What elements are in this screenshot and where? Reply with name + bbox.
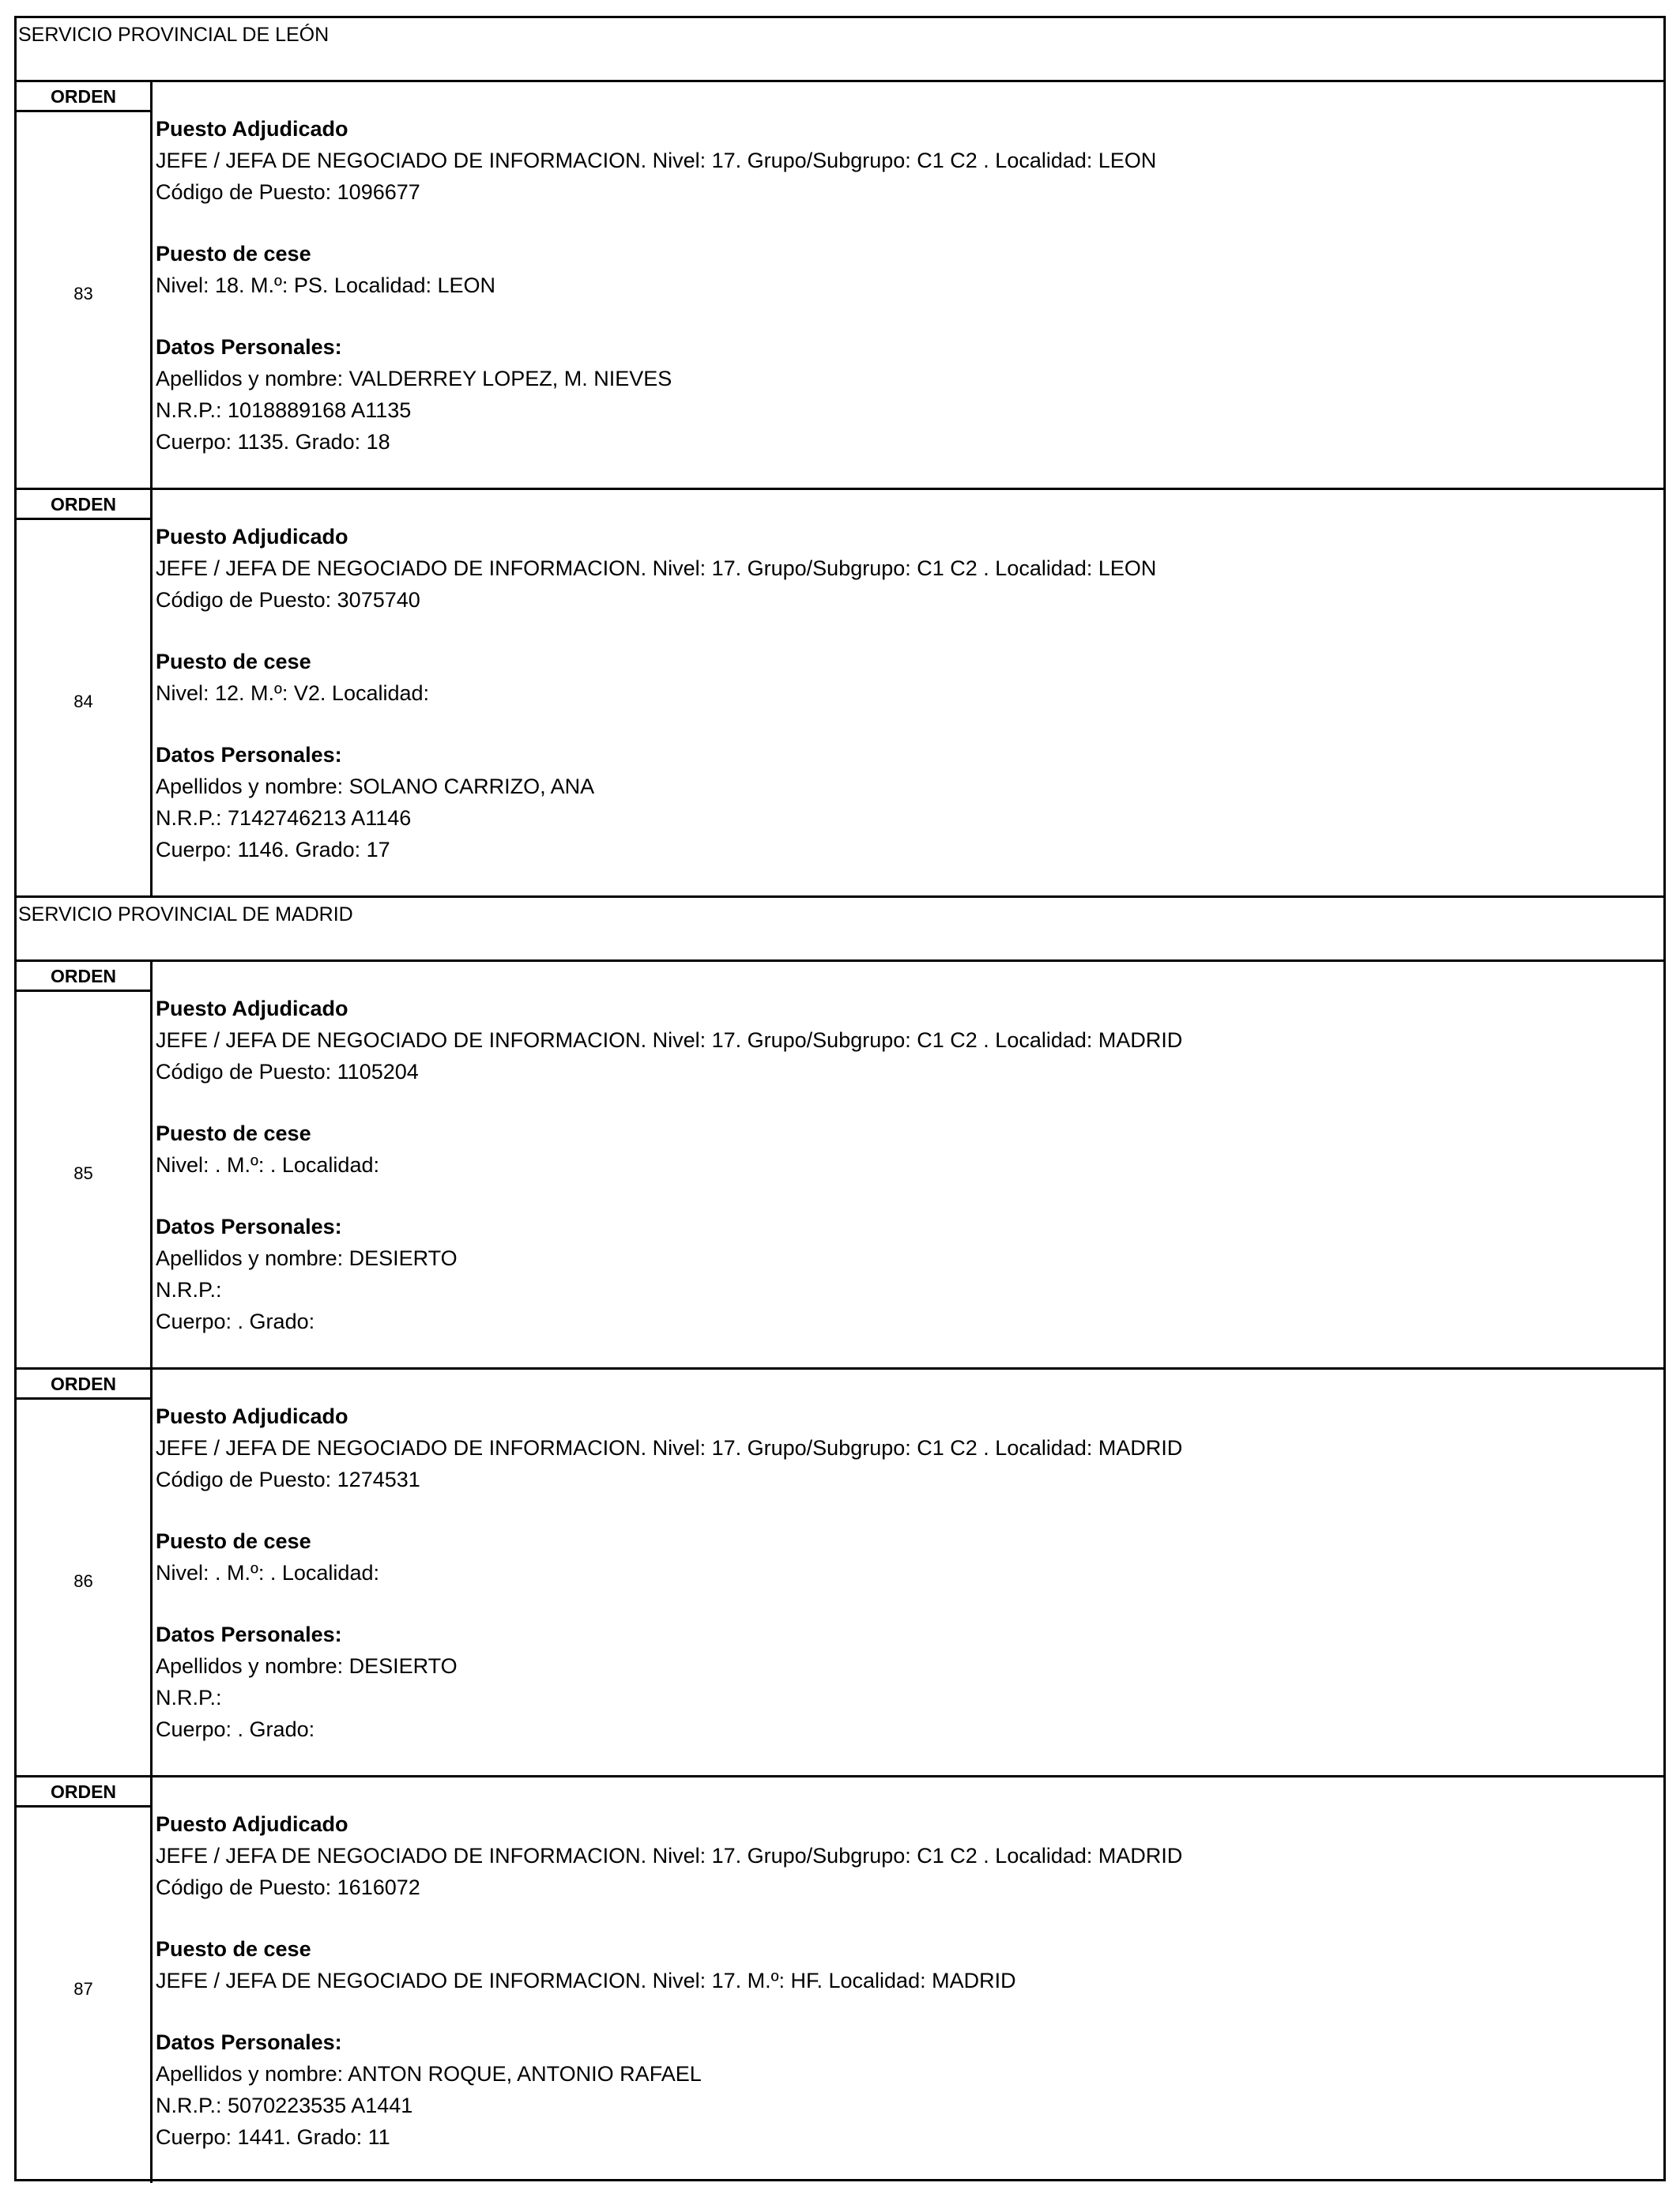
datos-personales-label: Datos Personales: (156, 1215, 342, 1238)
orden-column (17, 1370, 153, 1775)
puesto-cese-text: JEFE / JEFA DE NEGOCIADO DE INFORMACION. Nivel: 17. M.º: HF. Localidad: MADRID (156, 1969, 1016, 1992)
orden-column (17, 1777, 153, 2183)
puesto-adjudicado-label: Puesto Adjudicado (156, 1812, 348, 1836)
orden-column (17, 490, 153, 895)
puesto-adjudicado-text: JEFE / JEFA DE NEGOCIADO DE INFORMACION. Nivel: 17. Grupo/Subgrupo: C1 C2 . Localidad: MADRID (156, 1436, 1183, 1460)
cuerpo-grado: Cuerpo: 1146. Grado: 17 (156, 838, 390, 861)
cuerpo-grado: Cuerpo: . Grado: (156, 1717, 315, 1741)
codigo-puesto: Código de Puesto: 1105204 (156, 1060, 419, 1084)
entry-row (17, 1370, 1663, 1777)
orden-column (17, 962, 153, 1367)
entry-row (17, 490, 1663, 898)
puesto-adjudicado-label: Puesto Adjudicado (156, 117, 348, 141)
puesto-cese-label: Puesto de cese (156, 1529, 311, 1553)
nrp: N.R.P.: (156, 1686, 222, 1710)
orden-number: 85 (73, 1163, 93, 1183)
codigo-puesto: Código de Puesto: 1616072 (156, 1875, 420, 1899)
puesto-adjudicado-text: JEFE / JEFA DE NEGOCIADO DE INFORMACION. Nivel: 17. Grupo/Subgrupo: C1 C2 . Localidad: MADRID (156, 1844, 1183, 1868)
cuerpo-grado: Cuerpo: 1441. Grado: 11 (156, 2125, 390, 2149)
orden-column (17, 82, 153, 488)
entry-row (17, 82, 1663, 490)
entry-content (156, 113, 1663, 458)
puesto-cese-text: Nivel: . M.º: . Localidad: (156, 1153, 379, 1177)
puesto-cese-text: Nivel: . M.º: . Localidad: (156, 1561, 379, 1585)
codigo-puesto: Código de Puesto: 3075740 (156, 588, 420, 612)
entry-content (156, 993, 1663, 1337)
orden-number: 86 (73, 1571, 93, 1591)
cuerpo-grado: Cuerpo: . Grado: (156, 1310, 315, 1333)
apellidos-nombre: Apellidos y nombre: ANTON ROQUE, ANTONIO RAFAEL (156, 2062, 702, 2086)
orden-header: ORDEN (17, 490, 150, 520)
orden-number: 84 (73, 692, 93, 711)
entry-content (156, 1400, 1663, 1745)
orden-header: ORDEN (17, 1777, 150, 1808)
apellidos-nombre: Apellidos y nombre: SOLANO CARRIZO, ANA (156, 775, 595, 798)
apellidos-nombre: Apellidos y nombre: VALDERREY LOPEZ, M. NIEVES (156, 367, 672, 390)
orden-header: ORDEN (17, 82, 150, 112)
document-table (14, 16, 1666, 2181)
apellidos-nombre: Apellidos y nombre: DESIERTO (156, 1246, 458, 1270)
orden-header: ORDEN (17, 962, 150, 992)
puesto-cese-text: Nivel: 18. M.º: PS. Localidad: LEON (156, 273, 496, 297)
puesto-adjudicado-text: JEFE / JEFA DE NEGOCIADO DE INFORMACION. Nivel: 17. Grupo/Subgrupo: C1 C2 . Localidad: LEON (156, 556, 1157, 580)
entry-content (156, 521, 1663, 865)
puesto-cese-label: Puesto de cese (156, 1937, 311, 1961)
orden-number: 83 (73, 284, 93, 303)
section-title: SERVICIO PROVINCIAL DE LEÓN (18, 24, 330, 46)
datos-personales-label: Datos Personales: (156, 335, 342, 359)
codigo-puesto: Código de Puesto: 1274531 (156, 1468, 420, 1491)
puesto-cese-label: Puesto de cese (156, 650, 311, 673)
datos-personales-label: Datos Personales: (156, 1623, 342, 1646)
datos-personales-label: Datos Personales: (156, 743, 342, 767)
orden-number: 87 (73, 1979, 93, 1999)
puesto-cese-text: Nivel: 12. M.º: V2. Localidad: (156, 681, 430, 705)
puesto-adjudicado-label: Puesto Adjudicado (156, 525, 348, 548)
entry-row (17, 1777, 1663, 2183)
apellidos-nombre: Apellidos y nombre: DESIERTO (156, 1654, 458, 1678)
codigo-puesto: Código de Puesto: 1096677 (156, 180, 420, 204)
nrp: N.R.P.: 7142746213 A1146 (156, 806, 412, 830)
orden-header: ORDEN (17, 1370, 150, 1400)
puesto-adjudicado-text: JEFE / JEFA DE NEGOCIADO DE INFORMACION. Nivel: 17. Grupo/Subgrupo: C1 C2 . Localidad: LEON (156, 149, 1157, 172)
puesto-cese-label: Puesto de cese (156, 1122, 311, 1145)
section-title: SERVICIO PROVINCIAL DE MADRID (18, 903, 353, 925)
puesto-adjudicado-label: Puesto Adjudicado (156, 1404, 348, 1428)
puesto-adjudicado-text: JEFE / JEFA DE NEGOCIADO DE INFORMACION. Nivel: 17. Grupo/Subgrupo: C1 C2 . Localidad: MADRID (156, 1028, 1183, 1052)
nrp: N.R.P.: 1018889168 A1135 (156, 398, 412, 422)
entry-row (17, 962, 1663, 1370)
nrp: N.R.P.: (156, 1278, 222, 1302)
cuerpo-grado: Cuerpo: 1135. Grado: 18 (156, 430, 390, 454)
section-header (17, 898, 1663, 962)
puesto-adjudicado-label: Puesto Adjudicado (156, 997, 348, 1020)
nrp: N.R.P.: 5070223535 A1441 (156, 2094, 413, 2117)
puesto-cese-label: Puesto de cese (156, 242, 311, 266)
datos-personales-label: Datos Personales: (156, 2030, 342, 2054)
section-header (17, 18, 1663, 82)
entry-content (156, 1808, 1663, 2153)
